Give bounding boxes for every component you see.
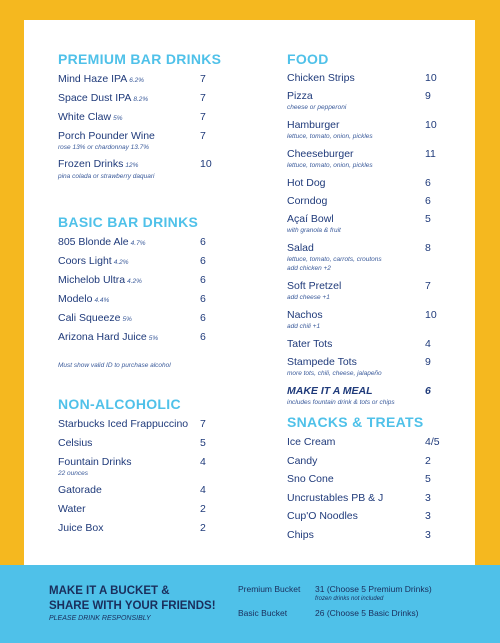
item-addon: add chicken +2 xyxy=(287,265,331,272)
menu-item xyxy=(287,529,442,548)
menu-item xyxy=(58,92,218,111)
menu-item xyxy=(58,111,218,130)
item-price: 6 xyxy=(200,293,206,305)
item-price: 7 xyxy=(200,418,206,430)
item-price: 4 xyxy=(200,456,206,468)
item-name: Modelo xyxy=(58,293,93,305)
item-name: Gatorade xyxy=(58,484,102,496)
item-abv: 4.2% xyxy=(113,259,129,266)
menu-item xyxy=(58,236,218,255)
item-price: 4 xyxy=(200,484,206,496)
menu-item xyxy=(287,195,442,213)
bucket-promo-line-1: MAKE IT A BUCKET & xyxy=(49,585,170,597)
item-name: Chicken Strips xyxy=(287,72,355,84)
premium-bucket-note: frozen drinks not included xyxy=(315,596,384,602)
item-price: 6 xyxy=(425,177,431,189)
item-name: Michelob Ultra xyxy=(58,274,126,286)
item-price: 5 xyxy=(425,473,431,485)
item-name: Coors Light xyxy=(58,255,112,267)
menu-item xyxy=(287,492,442,511)
menu-item xyxy=(58,418,218,437)
item-price: 6 xyxy=(200,255,206,267)
item-name: Stampede Tots xyxy=(287,356,357,368)
item-abv: 5% xyxy=(122,316,132,323)
item-name: Tater Tots xyxy=(287,338,333,350)
item-description: add cheese +1 xyxy=(287,294,330,301)
item-abv: 4.4% xyxy=(94,297,110,304)
basic-section-title: BASIC BAR DRINKS xyxy=(58,214,199,230)
meal-deal-item xyxy=(287,385,442,414)
menu-item xyxy=(287,473,442,492)
premium-bucket-value: 31 (Choose 5 Premium Drinks) xyxy=(315,584,432,594)
menu-left-column xyxy=(58,51,222,541)
menu-item xyxy=(287,455,442,474)
menu-item xyxy=(287,148,442,177)
item-name: Hot Dog xyxy=(287,177,326,189)
menu-item xyxy=(58,312,218,331)
item-name: Soft Pretzel xyxy=(287,280,342,292)
item-name: Açaí Bowl xyxy=(287,213,334,225)
item-name: Fountain Drinks xyxy=(58,456,132,468)
item-name: Hamburger xyxy=(287,119,340,131)
menu-item xyxy=(287,356,442,385)
item-price: 2 xyxy=(200,522,206,534)
menu-item xyxy=(58,293,218,312)
menu-item xyxy=(287,436,442,455)
menu-item xyxy=(287,213,442,242)
item-price: 3 xyxy=(425,491,431,504)
item-price: 6 xyxy=(425,195,431,207)
bucket-promo-title xyxy=(49,584,216,614)
item-name: Nachos xyxy=(287,309,323,321)
item-price: 10 xyxy=(425,72,437,84)
item-description: 22 ounces xyxy=(58,470,88,477)
item-name: Chips xyxy=(287,528,314,541)
item-name: Water xyxy=(58,503,86,515)
item-name: Mind Haze IPA xyxy=(58,73,128,85)
menu-item xyxy=(287,309,442,338)
item-description: lettuce, tomato, onion, pickles xyxy=(287,162,373,169)
item-abv: 12% xyxy=(125,162,139,169)
bucket-footer xyxy=(0,565,500,643)
item-price: 7 xyxy=(200,73,206,85)
menu-item xyxy=(58,158,218,186)
non-alcoholic-section-title: NON-ALCOHOLIC xyxy=(58,396,181,412)
item-name: Space Dust IPA xyxy=(58,92,132,104)
item-name: Ice Cream xyxy=(287,436,336,448)
menu-item xyxy=(287,72,442,90)
item-price: 5 xyxy=(200,437,206,449)
item-price: 10 xyxy=(425,309,437,321)
item-price: 10 xyxy=(200,158,212,170)
menu-item xyxy=(58,130,218,158)
item-name: MAKE IT A MEAL xyxy=(287,385,373,397)
item-name: Salad xyxy=(287,242,314,254)
menu-item xyxy=(287,119,442,148)
item-abv: 5% xyxy=(148,335,159,342)
item-name: Cali Squeeze xyxy=(58,312,121,324)
basic-bucket-value: 26 (Choose 5 Basic Drinks) xyxy=(315,608,419,618)
item-price: 7 xyxy=(200,111,206,123)
menu-item xyxy=(58,437,218,456)
item-price: 11 xyxy=(425,148,436,160)
menu-item xyxy=(287,242,442,280)
item-name: Starbucks Iced Frappuccino xyxy=(58,418,189,430)
menu-item xyxy=(58,484,218,503)
menu-item xyxy=(58,274,218,293)
item-price: 7 xyxy=(425,280,431,292)
item-price: 2 xyxy=(200,503,206,515)
item-price: 7 xyxy=(200,92,206,104)
item-name: Juice Box xyxy=(58,522,104,534)
item-description: pina colada or strawberry daquari xyxy=(58,173,155,180)
premium-bucket-label: Premium Bucket xyxy=(238,584,301,594)
item-price: 9 xyxy=(425,90,431,102)
item-price: 3 xyxy=(425,528,431,541)
item-price: 6 xyxy=(425,385,431,397)
snacks-section-title: SNACKS & TREATS xyxy=(287,414,424,430)
menu-item xyxy=(58,503,218,522)
basic-bucket-label: Basic Bucket xyxy=(238,608,288,618)
menu-item xyxy=(58,522,218,541)
item-price: 6 xyxy=(200,331,206,343)
item-price: 10 xyxy=(425,119,437,131)
item-price: 5 xyxy=(425,213,431,225)
item-price: 6 xyxy=(200,274,206,286)
item-name: Cup'O Noodles xyxy=(287,510,358,522)
item-description: rose 13% or chardonnay 13.7% xyxy=(58,144,150,151)
item-description: cheese or pepperoni xyxy=(287,104,347,111)
drink-responsibly-tagline: PLEASE DRINK RESPONSIBLY xyxy=(49,615,151,622)
menu-item xyxy=(58,255,218,274)
item-name: Celsius xyxy=(58,437,93,449)
menu-item xyxy=(287,338,442,356)
menu-item xyxy=(287,510,442,529)
item-name: Uncrustables PB & J xyxy=(287,491,384,504)
item-name: 805 Blonde Ale xyxy=(58,236,129,248)
item-name: Porch Pounder Wine xyxy=(58,130,155,142)
item-name: Sno Cone xyxy=(287,473,334,485)
item-price: 2 xyxy=(425,454,431,467)
item-price: 6 xyxy=(200,236,206,248)
item-name: Candy xyxy=(287,454,318,467)
bucket-promo-line-2: SHARE WITH YOUR FRIENDS! xyxy=(49,600,216,612)
premium-section-title: PREMIUM BAR DRINKS xyxy=(58,51,222,67)
item-name: Frozen Drinks xyxy=(58,158,124,170)
item-description: includes fountain drink & tots or chips xyxy=(287,399,395,406)
menu-right-column xyxy=(287,51,442,547)
item-name: Arizona Hard Juice xyxy=(58,331,147,343)
item-price: 6 xyxy=(200,312,206,324)
item-name: Corndog xyxy=(287,195,328,207)
item-abv: 5% xyxy=(113,115,123,122)
id-notice: Must show valid ID to purchase alcohol xyxy=(58,362,171,369)
item-name: White Claw xyxy=(58,111,112,123)
item-name: Pizza xyxy=(287,90,313,102)
menu-item xyxy=(58,73,218,92)
menu-item xyxy=(58,331,218,350)
item-description: lettuce, tomato, carrots, croutons xyxy=(287,256,382,263)
item-description: lettuce, tomato, onion, pickles xyxy=(287,133,373,140)
item-abv: 8.2% xyxy=(133,96,149,103)
item-price: 9 xyxy=(425,356,431,368)
item-description: more tots, chili, cheese, jalapeño xyxy=(287,370,382,377)
item-price: 4/5 xyxy=(425,436,440,448)
item-description: with granola & fruit xyxy=(287,227,341,234)
item-abv: 4.7% xyxy=(130,240,146,247)
item-description: add chili +1 xyxy=(287,323,321,330)
item-price: 4 xyxy=(425,338,431,350)
item-price: 8 xyxy=(425,242,431,254)
item-abv: 4.2% xyxy=(127,278,142,285)
item-abv: 6.2% xyxy=(129,77,145,84)
menu-item xyxy=(287,280,442,309)
item-name: Cheeseburger xyxy=(287,148,354,160)
food-section-title: FOOD xyxy=(287,51,329,67)
menu-item xyxy=(287,90,442,119)
menu-item xyxy=(58,456,218,484)
item-price: 3 xyxy=(425,510,431,522)
item-price: 7 xyxy=(200,130,206,142)
menu-item xyxy=(287,177,442,195)
